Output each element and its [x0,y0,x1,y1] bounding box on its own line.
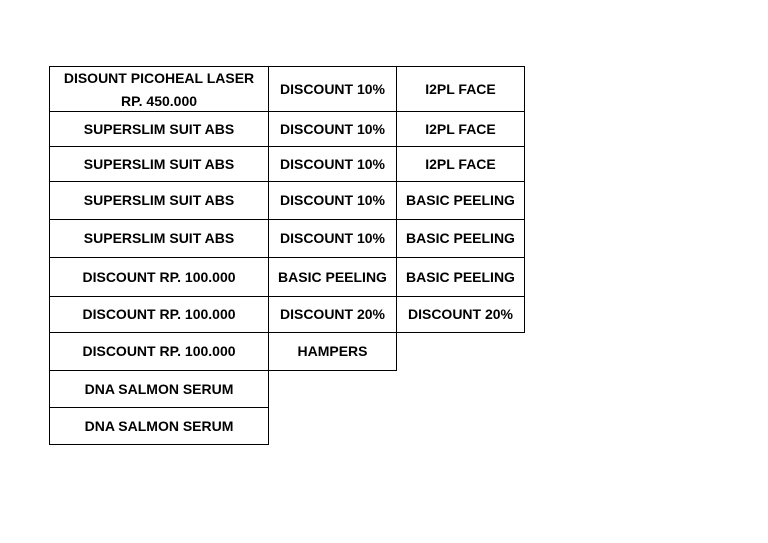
table-cell: DISCOUNT RP. 100.000 [49,257,269,297]
table-cell: I2PL FACE [396,146,525,182]
cell-text-line: DISOUNT PICOHEAL LASER [63,70,255,86]
table-cell: BASIC PEELING [396,181,525,220]
table-cell: SUPERSLIM SUIT ABS [49,146,269,182]
cell-text-line: RP. 450.000 [120,93,198,109]
table-cell: DISCOUNT 10% [268,66,397,112]
table-cell: SUPERSLIM SUIT ABS [49,181,269,220]
table-cell: SUPERSLIM SUIT ABS [49,219,269,258]
table-cell [49,66,269,112]
table-cell: DISCOUNT RP. 100.000 [49,332,269,371]
table-cell: I2PL FACE [396,111,525,147]
table-cell: BASIC PEELING [396,257,525,297]
table-cell: DISCOUNT 20% [268,296,397,333]
table-cell: SUPERSLIM SUIT ABS [49,111,269,147]
table-cell: DISCOUNT 10% [268,111,397,147]
table-cell: I2PL FACE [396,66,525,112]
table-cell: DNA SALMON SERUM [49,407,269,445]
table-cell: HAMPERS [268,332,397,371]
table-cell: DISCOUNT RP. 100.000 [49,296,269,333]
table-cell: DISCOUNT 10% [268,219,397,258]
table-cell: BASIC PEELING [268,257,397,297]
table-cell: DISCOUNT 10% [268,181,397,220]
table-cell: DISCOUNT 20% [396,296,525,333]
table-cell: DISCOUNT 10% [268,146,397,182]
table-cell: DNA SALMON SERUM [49,370,269,408]
table-cell: BASIC PEELING [396,219,525,258]
